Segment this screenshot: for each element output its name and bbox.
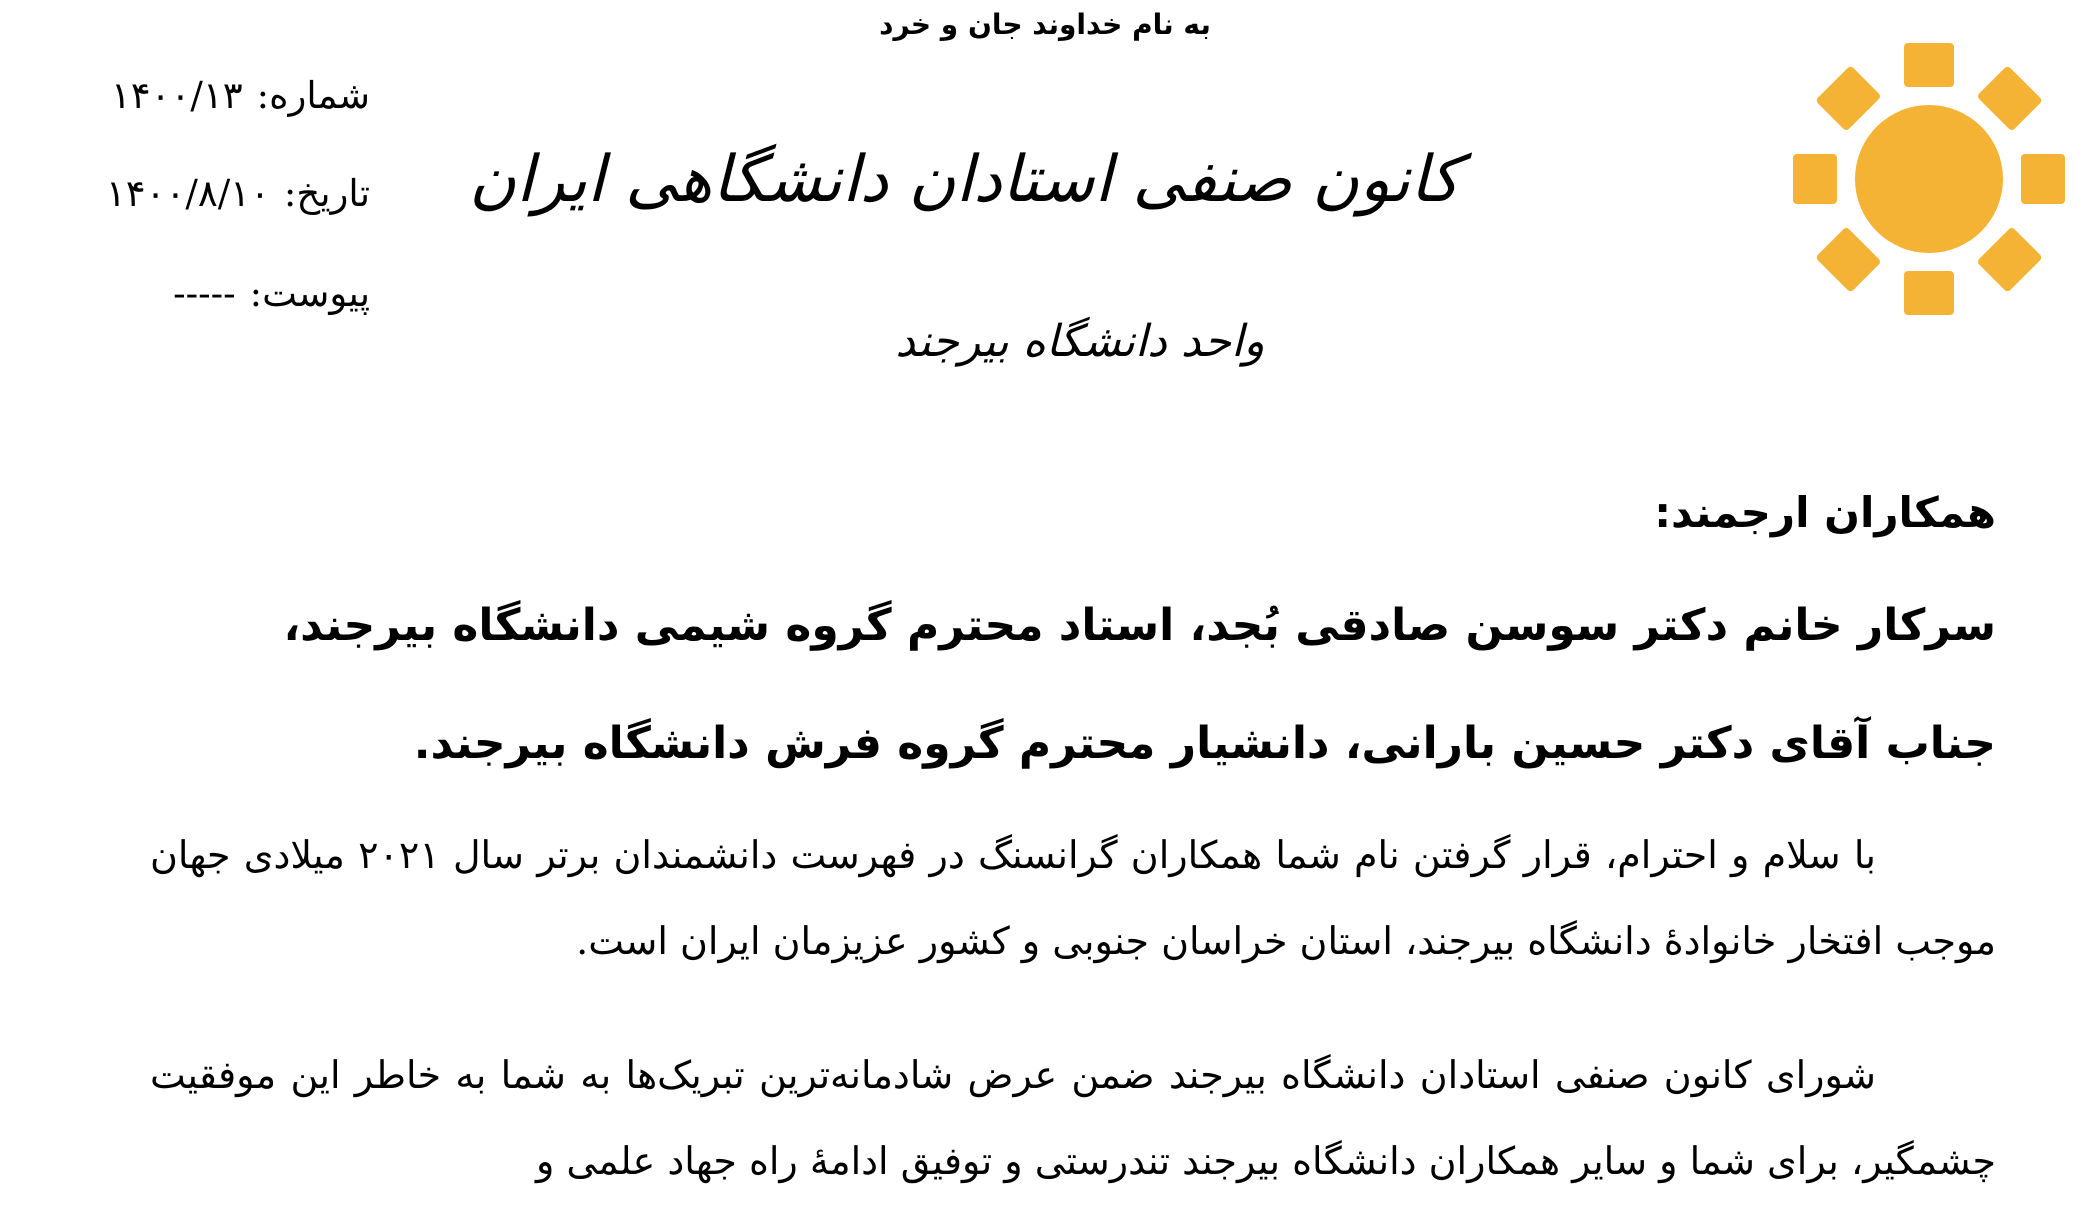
sun-ray xyxy=(1793,154,1837,204)
sun-ray xyxy=(1976,65,2042,131)
addressee-line-2: جناب آقای دکتر حسین بارانی، دانشیار محترم گروه فرش دانشگاه بیرجند. xyxy=(413,718,1996,769)
letter-attachment xyxy=(40,274,370,314)
body-paragraph-2-text: شورای کانون صنفی استادان دانشگاه بیرجند ضمن عرض شادمانه‌ترین تبریک‌ها به شما به خاطر این موفقیت چشمگیر، برای شما و سایر همکاران دانشگاه بیرجند تندرستی و توفیق ادامهٔ راه جهاد علمی و xyxy=(150,1053,1996,1183)
sun-ray xyxy=(1815,226,1881,292)
letter-number-label: شماره: xyxy=(256,74,370,117)
body-paragraph-2 xyxy=(150,1032,1996,1204)
sun-icon xyxy=(1786,36,2072,322)
sun-ray xyxy=(1904,271,1954,315)
letter-attachment-label: پیوست: xyxy=(249,272,370,315)
sun-ray xyxy=(1904,43,1954,87)
sun-core xyxy=(1855,105,2003,253)
sun-ray xyxy=(2021,154,2065,204)
body-paragraph-1-text: با سلام و احترام، قرار گرفتن نام شما همکاران گرانسنگ در فهرست دانشمندان برتر سال ۲۰۲۱ میلادی جهان موجب افتخار خانوادهٔ دانشگاه بیرجند، استان خراسان جنوبی و کشور عزیزمان ایران است. xyxy=(150,833,1996,963)
letter-date-label: تاریخ: xyxy=(283,172,370,215)
letter-number xyxy=(40,76,370,116)
letter-attachment-value: ----- xyxy=(173,272,236,315)
letter-date xyxy=(40,174,370,214)
organization-name: کانون صنفی استادان دانشگاهی ایران xyxy=(469,143,1460,217)
letter-number-value: ۱۴۰۰/۱۳ xyxy=(110,74,243,117)
body-paragraph-1 xyxy=(150,812,1996,984)
addressee-line-1: سرکار خانم دکتر سوسن صادقی بُجد، استاد محترم گروه شیمی دانشگاه بیرجند، xyxy=(283,600,1996,651)
organization-unit: واحد دانشگاه بیرجند xyxy=(895,316,1265,367)
sun-ray xyxy=(1976,226,2042,292)
greeting: همکاران ارجمند: xyxy=(1654,488,1996,537)
invocation: به نام خداوند جان و خرد xyxy=(879,8,1211,41)
sun-ray xyxy=(1815,65,1881,131)
letter-date-value: ۱۴۰۰/۸/۱۰ xyxy=(105,172,270,215)
